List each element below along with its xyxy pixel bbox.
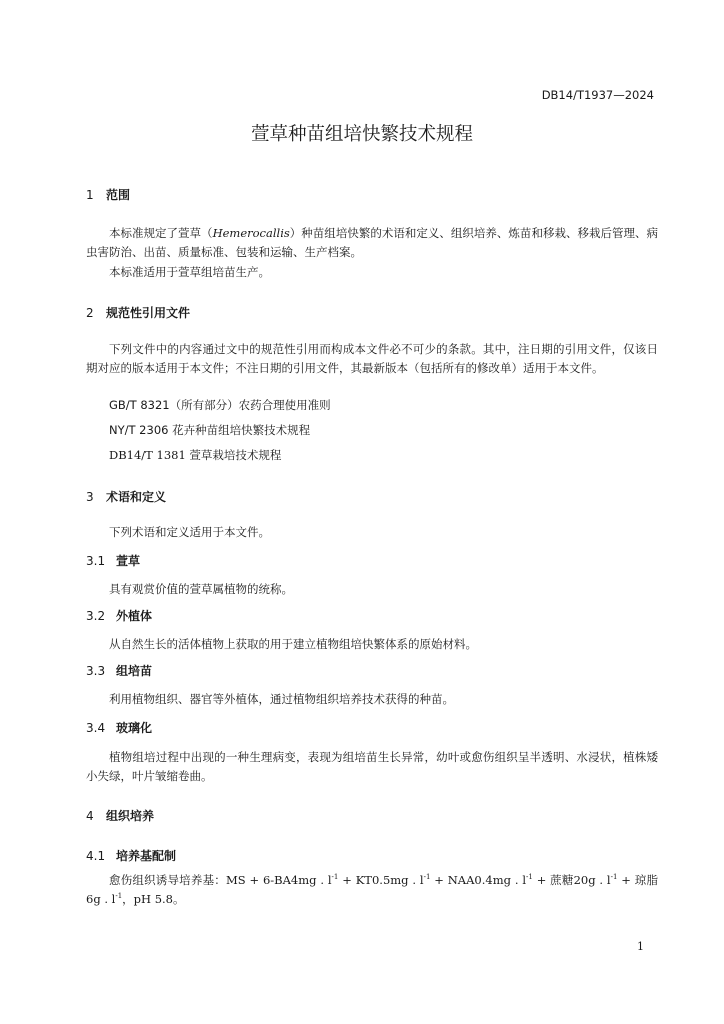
reference-item [109, 447, 281, 463]
section-heading-terms [86, 488, 166, 505]
medium-formula [86, 871, 658, 909]
formula-part: + 蔗糖20g . l [532, 873, 611, 887]
term-heading [86, 607, 152, 624]
subsection-heading-medium [86, 847, 176, 864]
term-number: 3.3 [86, 664, 106, 678]
formula-exponent: -1 [423, 873, 431, 881]
subsection-number: 4.1 [86, 849, 106, 863]
formula-exponent: -1 [610, 873, 618, 881]
formula-part: ，pH 5.8。 [122, 892, 185, 906]
reference-title: 萱草栽培技术规程 [185, 448, 282, 462]
term-definition: 利用植物组织、器官等外植体，通过植物组织培养技术获得的种苗。 [109, 692, 454, 706]
term-title: 玻璃化 [116, 721, 153, 735]
page-number: 1 [637, 940, 644, 953]
reference-item [109, 397, 331, 413]
section-number: 4 [86, 809, 94, 823]
formula-part: + KT0.5mg . l [338, 873, 424, 887]
formula-part: 愈伤组织诱导培养基：MS + 6-BA4mg . l [109, 873, 332, 887]
term-title: 萱草 [116, 554, 141, 568]
section-heading-tissue-culture [86, 807, 154, 824]
section-title: 组织培养 [106, 809, 155, 823]
terms-intro: 下列术语和定义适用于本文件。 [109, 525, 270, 539]
term-title: 组培苗 [116, 664, 153, 678]
scope-applicability: 本标准适用于萱草组培苗生产。 [109, 265, 270, 279]
reference-item [109, 422, 310, 438]
term-definition: 具有观赏价值的萱草属植物的统称。 [109, 582, 293, 596]
term-definition: 植物组培过程中出现的一种生理病变，表现为组培苗生长异常，幼叶或愈伤组织呈半透明、水浸状，植株矮小失绿，叶片皱缩卷曲。 [86, 750, 658, 783]
term-title: 外植体 [116, 609, 153, 623]
reference-title: （所有部分）农药合理使用准则 [169, 398, 331, 412]
reference-title: 花卉种苗组培快繁技术规程 [168, 423, 311, 437]
formula-exponent: -1 [526, 873, 533, 881]
term-heading [86, 719, 152, 736]
section-number: 3 [86, 490, 94, 504]
reference-code: NY/T 2306 [109, 423, 169, 437]
section-number: 1 [86, 188, 94, 202]
term-heading [86, 662, 152, 679]
term-number: 3.2 [86, 609, 106, 623]
term-definition: 从自然生长的活体植物上获取的用于建立植物组培快繁体系的原始材料。 [109, 637, 477, 651]
formula-exponent: -1 [331, 873, 339, 881]
formula-part: + 琼脂6g . l [86, 873, 658, 906]
term-heading [86, 552, 140, 569]
reference-code: DB14/T 1381 [109, 448, 186, 462]
formula-part: + NAA0.4mg . l [430, 873, 527, 887]
reference-code: GB/T 8321 [109, 398, 170, 412]
section-heading-normative-references [86, 304, 190, 321]
section-title: 规范性引用文件 [106, 306, 191, 320]
latin-name: Hemerocallis [212, 226, 290, 240]
term-number: 3.4 [86, 721, 106, 735]
section-number: 2 [86, 306, 94, 320]
term-number: 3.1 [86, 554, 106, 568]
references-paragraph: 下列文件中的内容通过文中的规范性引用而构成本文件必不可少的条款。其中，注日期的引用文件，仅该日期对应的版本适用于本文件；不注日期的引用文件，其最新版本（包括所有的修改单）适用于本文件。 [86, 342, 658, 375]
scope-paragraph [86, 224, 658, 262]
document-title: 萱草种苗组培快繁技术规程 [250, 124, 473, 145]
scope-text-a: 本标准规定了萱草（ [109, 226, 213, 240]
scope-text-b: ）种苗组培快繁的术语和定义、组织培养、炼苗和移栽、移栽后管理、病虫害防治、出苗、质量标准、包装和运输、生产档案。 [86, 226, 659, 259]
section-title: 术语和定义 [106, 490, 167, 504]
section-title: 范围 [106, 188, 131, 202]
document-code: DB14/T1937—2024 [541, 88, 654, 102]
section-heading-scope [86, 186, 130, 203]
formula-exponent: -1 [115, 892, 123, 900]
subsection-title: 培养基配制 [116, 849, 177, 863]
